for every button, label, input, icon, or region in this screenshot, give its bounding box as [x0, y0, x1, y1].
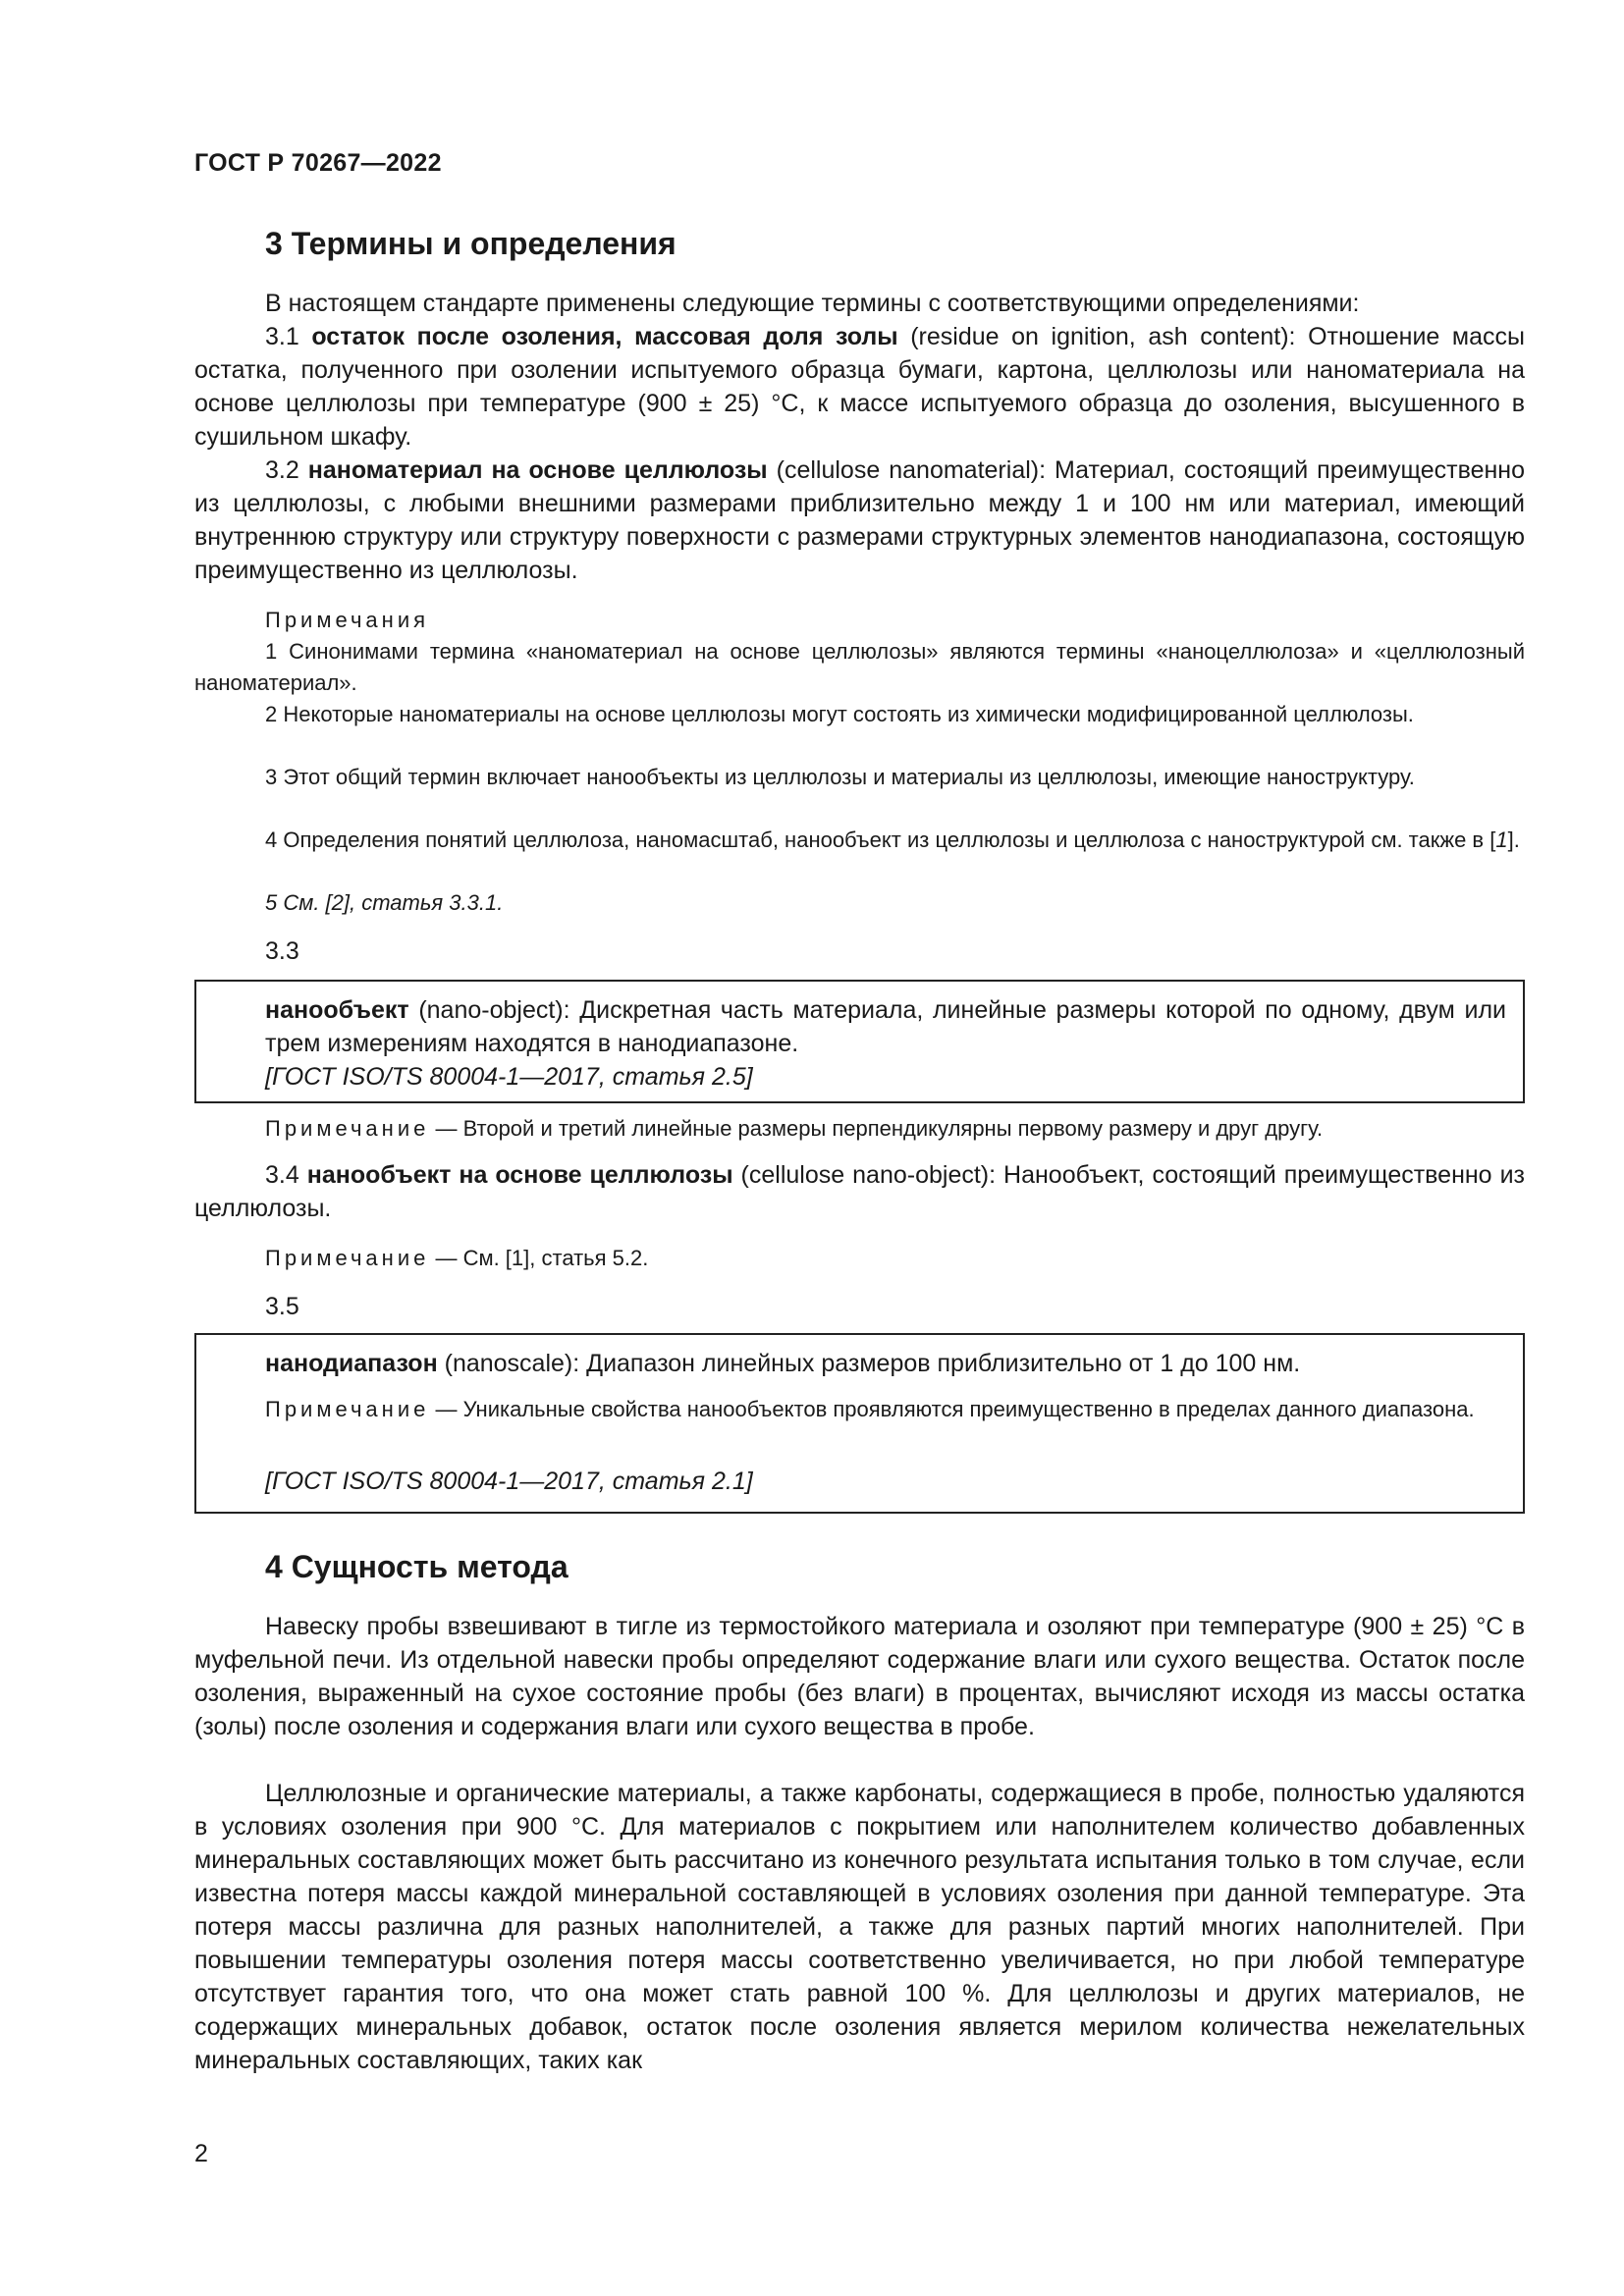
term-3-3: [265, 993, 1506, 1060]
notes-label: Примечания: [265, 608, 430, 632]
term-definition: (nanoscale): Диапазон линейных размеров приблизительно от 1 до 100 нм.: [437, 1350, 1301, 1377]
term-name: нанодиапазон: [265, 1350, 438, 1377]
term-3-3-reference: [ГОСТ ISO/TS 80004-1—2017, статья 2.5]: [265, 1063, 753, 1091]
note-3: 3 Этот общий термин включает нанообъекты из целлюлозы и материалы из целлюлозы, имеющие наноструктуру.: [265, 765, 1415, 789]
section-3-intro: В настоящем стандарте применены следующие термины с соответствующими определениями:: [265, 290, 1360, 317]
term-3-1: [194, 320, 1525, 454]
section-4-title: 4 Сущность метода: [265, 1549, 568, 1584]
term-name: наноматериал на основе целлюлозы: [307, 456, 768, 484]
term-3-3-note: Примечание — Второй и третий линейные размеры перпендикулярны первому размеру и друг другу.: [265, 1116, 1324, 1141]
term-3-5: [265, 1347, 1506, 1380]
note-5: 5 См. [2], статья 3.3.1.: [265, 890, 504, 915]
term-3-2: [194, 454, 1525, 587]
term-definition: (cellulose nanomaterial): Материал, состоящий преимущественно из целлюлозы, с любыми внешними размерами приблизительно между 1 и 100 нм или материал, имеющий внутреннюю структуру или структуру поверхности с размерами структурных элементов нанодиапазона, состоящую преимущественно из целлюлозы.: [194, 456, 1526, 584]
term-3-5-reference: [ГОСТ ISO/TS 80004-1—2017, статья 2.1]: [265, 1468, 753, 1495]
term-3-4: [194, 1158, 1525, 1225]
term-definition: (cellulose nano-object): Нанообъект, состоящий преимущественно из целлюлозы.: [194, 1161, 1526, 1222]
document-header: ГОСТ Р 70267—2022: [194, 149, 442, 177]
section-3-title: 3 Термины и определения: [265, 226, 677, 261]
term-3-5-box: [194, 1333, 1525, 1514]
term-number: 3.1: [265, 323, 312, 350]
term-3-5-number: 3.5: [265, 1293, 299, 1320]
term-3-3-box: [194, 980, 1525, 1103]
term-name: нанообъект на основе целлюлозы: [306, 1161, 733, 1189]
section-4-paragraph-1: Навеску пробы взвешивают в тигле из термостойкого материала и озоляют при температуре (900 ± 25) °С в муфельной печи. Из отдельной навески пробы определяют содержание влаги или сухого вещества. Остаток после озоления, выраженный на сухое состояние пробы (без влаги) в процентах, вычисляют исходя из массы остатка (золы) после озоления и содержания влаги или сухого вещества в пробе.: [194, 1613, 1525, 1740]
term-3-3-number: 3.3: [265, 937, 299, 965]
page-number: 2: [194, 2140, 208, 2167]
note-2: 2 Некоторые наноматериалы на основе целлюлозы могут состоять из химически модифицированной целлюлозы.: [265, 702, 1414, 726]
term-name: остаток после озоления, массовая доля золы: [311, 323, 898, 350]
section-4-paragraph-2: Целлюлозные и органические материалы, а также карбонаты, содержащиеся в пробе, полностью удаляются в условиях озоления при 900 °С. Для материалов с покрытием или наполнителем количество добавленных минеральных составляющих может быть рассчитано из конечного результата испытания только в том случае, если известна потеря массы каждой минеральной составляющей в условиях озоления при данной температуре. Эта потеря массы различна для разных наполнителей, а также для разных партий многих наполнителей. При повышении температуры озоления потеря массы соответственно увеличивается, но при любой температуре отсутствует гарантия того, что она может стать равной 100 %. Для целлюлозы и других материалов, не содержащих минеральных добавок, остаток после озоления является мерилом количества нежелательных минеральных составляющих, таких как: [194, 1780, 1525, 2074]
term-definition: (residue on ignition, ash content): Отношение массы остатка, полученного при озолении испытуемого образца бумаги, картона, целлюлозы или наноматериала на основе целлюлозы при температуре (900 ± 25) °С, к массе испытуемого образца до озоления, высушенного в сушильном шкафу.: [194, 323, 1525, 451]
term-number: 3.4: [265, 1161, 307, 1189]
term-definition: (nano-object): Дискретная часть материала, линейные размеры которой по одному, двум или трем измерениям находятся в нанодиапазоне.: [265, 996, 1506, 1057]
term-number: 3.2: [265, 456, 308, 484]
term-3-5-note: Примечание — Уникальные свойства нанообъектов проявляются преимущественно в пределах данного диапазона.: [265, 1397, 1475, 1421]
term-3-4-note: Примечание — См. [1], статья 5.2.: [265, 1246, 649, 1270]
note-4: 4 Определения понятий целлюлоза, наномасштаб, нанообъект из целлюлозы и целлюлоза с наноструктурой см. также в [1].: [265, 828, 1520, 852]
term-name: нанообъект: [265, 996, 409, 1024]
note-1: 1 Синонимами термина «наноматериал на основе целлюлозы» являются термины «наноцеллюлоза» и «целлюлозный наноматериал».: [194, 639, 1525, 695]
